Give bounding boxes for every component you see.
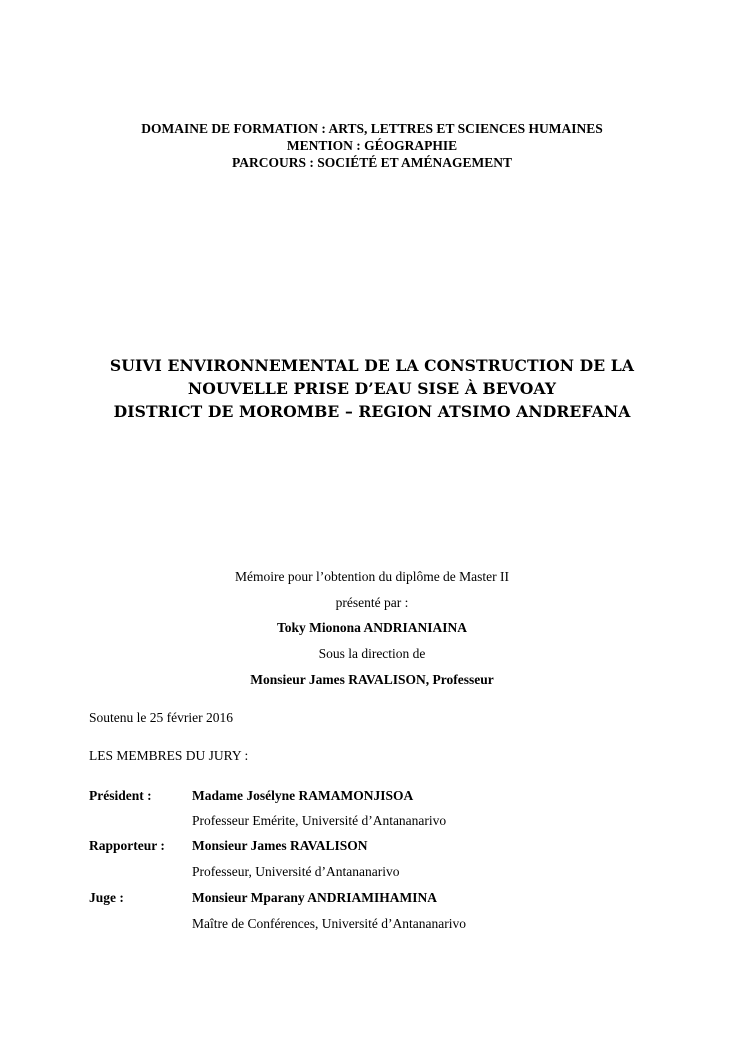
jury-role-juge: Juge : (89, 890, 124, 905)
jury-title-juge: Maître de Conférences, Université d’Antananarivo (192, 916, 467, 931)
jury-title-president: Professeur Emérite, Université d’Antananarivo (192, 813, 447, 828)
title-line-3: DISTRICT DE MOROMBE – REGION ATSIMO ANDREFANA (113, 402, 631, 421)
jury-role-rapporteur: Rapporteur : (89, 838, 165, 853)
jury-role-president: Président : (89, 788, 152, 803)
jury-title-rapporteur: Professeur, Université d’Antananarivo (192, 864, 400, 879)
mention-heading: MENTION : GÉOGRAPHIE (286, 138, 458, 153)
jury-name-juge: Monsieur Mparany ANDRIAMIHAMINA (192, 890, 437, 905)
jury-name-rapporteur: Monsieur James RAVALISON (192, 838, 368, 853)
presente-par-text: présenté par : (335, 595, 409, 610)
supervisor-name: Monsieur James RAVALISON, Professeur (250, 672, 494, 687)
title-line-1: SUIVI ENVIRONNEMENTAL DE LA CONSTRUCTION DE LA (109, 356, 635, 375)
jury-name-president: Madame Josélyne RAMAMONJISOA (192, 788, 414, 803)
author-name: Toky Mionona ANDRIANIAINA (276, 620, 468, 635)
jury-heading: LES MEMBRES DU JURY : (89, 748, 249, 763)
domaine-heading: DOMAINE DE FORMATION : ARTS, LETTRES ET SCIENCES HUMAINES (141, 121, 603, 136)
direction-text: Sous la direction de (318, 646, 426, 661)
parcours-heading: PARCOURS : SOCIÉTÉ ET AMÉNAGEMENT (231, 155, 513, 170)
memoire-text: Mémoire pour l’obtention du diplôme de Master II (234, 569, 510, 584)
title-line-2: NOUVELLE PRISE D’EAU SISE À BEVOAY (187, 379, 557, 398)
defense-date: Soutenu le 25 février 2016 (89, 710, 233, 725)
